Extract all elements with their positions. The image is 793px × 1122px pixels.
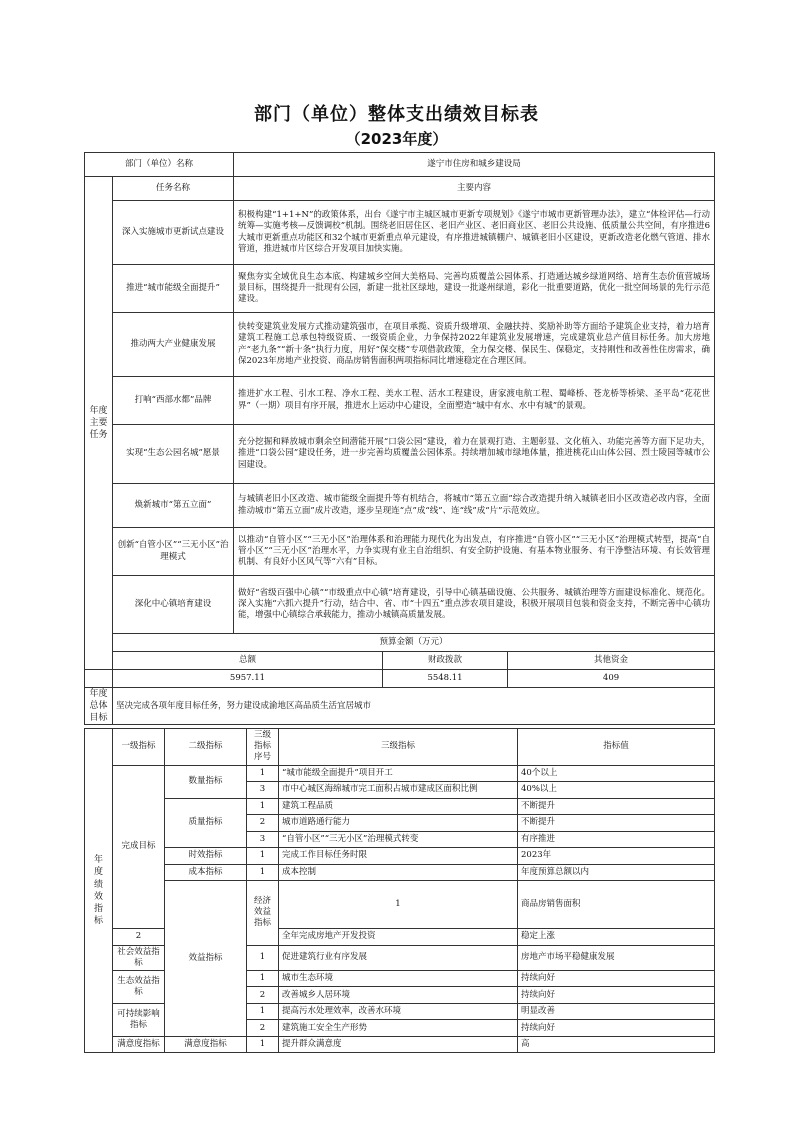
seq-cell: 1 (247, 798, 279, 815)
budget-other-value: 409 (508, 670, 715, 688)
level2-cell: 成本指标 (165, 864, 247, 881)
indicator-name: 促进建筑行业有序发展 (279, 945, 518, 970)
level1-cell: 完成目标 (113, 765, 165, 928)
level2-cell: 经济效益指标 (247, 881, 279, 945)
indicator-value: 年度预算总额以内 (518, 864, 715, 881)
level2-cell: 数量指标 (165, 765, 247, 798)
task-name: 焕新城市“第五立面” (113, 484, 234, 528)
indicator-value: 房地产市场平稳健康发展 (518, 945, 715, 970)
unit-name: 遂宁市住房和城乡建设局 (234, 153, 715, 177)
level2-cell: 满意度指标 (165, 1036, 247, 1053)
indicator-name: 城市生态环境 (279, 970, 518, 987)
value-header: 指标值 (518, 729, 715, 766)
page-year: （2023年度） (345, 130, 448, 148)
budget-fiscal-value: 5548.11 (383, 670, 508, 688)
tasks-table (84, 152, 715, 725)
task-content: 快转变建筑业发展方式推动建筑强市，在项目承揽、资质升级增项、金融扶持、奖励补助等方面给予建筑企业支持，着力培育建筑工程施工总承包特级资质、一级资质企业，力争保持2022年建筑业发展增速，完成建筑业总产值目标任务。加大房地产“老九条”“新十条”执行力度，用好“保交楼”专项借款政策，全力保交楼、保民生、保稳定，支持刚性和改善性住房需求，确保2023年房地产业投资、商品房销售面积两项指标同比增速稳定在合理区间。 (234, 313, 715, 377)
budget-other-header: 其他资金 (508, 652, 715, 670)
task-name-header: 任务名称 (113, 177, 234, 201)
indicator-name: 完成工作目标任务时限 (279, 848, 518, 865)
seq-cell: 1 (247, 1003, 279, 1020)
indicator-value: 2023年 (518, 848, 715, 865)
budget-header: 预算金额（万元） (113, 634, 715, 652)
task-name: 深入实施城市更新试点建设 (113, 201, 234, 265)
indicator-name: “自管小区”“三无小区”治理模式转变 (279, 831, 518, 848)
seq-cell: 1 (247, 1036, 279, 1053)
level2-cell: 社会效益指标 (113, 945, 165, 970)
indicator-value: 不断提升 (518, 815, 715, 832)
indicator-value: 不断提升 (518, 798, 715, 815)
task-name: 推动两大产业健康发展 (113, 313, 234, 377)
indicator-value: 持续向好 (518, 1020, 715, 1037)
seq-cell: 2 (247, 987, 279, 1004)
overall-goal-label: 年度 总体 目标 (85, 688, 113, 725)
task-content: 积极构建“1+1+N”的政策体系，出台《遂宁市主城区城市更新专项规划》《遂宁市城市更新管理办法》，建立“体检评估—行动统筹—实施考核—反馈调校”机制。围绕老旧居住区、老旧产业区、老旧商业区、老旧公共设施、低质量公共空间，有序推进6大城市更新重点功能区和32个城市更新重点单元建设，有序推进城镇棚户、城镇老旧小区建设，更新改造老化燃气管道、排水管道，推进城市片区综合开发项目加快实施。 (234, 201, 715, 265)
level2-header: 二级指标 (165, 729, 247, 766)
indicators-side-label: 年 度 绩 效 指 标 (85, 729, 113, 1053)
indicator-name: 建筑工程品质 (279, 798, 518, 815)
budget-total-header: 总额 (113, 652, 383, 670)
budget-fiscal-header: 财政拨款 (383, 652, 508, 670)
indicator-name: 市中心城区海绵城市完工面积占城市建成区面积比例 (279, 782, 518, 799)
task-content: 与城镇老旧小区改造、城市能级全面提升等有机结合，将城市“第五立面”综合改造提升纳入城镇老旧小区改造必改内容，全面推动城市“第五立面”成片改造，逐步呈现连“点”成“线”、连“线”成“片”示范效应。 (234, 484, 715, 528)
annual-tasks-label: 年度 主要 任务 (85, 177, 113, 670)
task-name: 实现“生态公园名城”愿景 (113, 425, 234, 484)
task-content: 推进扩水工程、引水工程、净水工程、美水工程、活水工程建设，唐家渡电航工程、蜀峰桥、苍龙桥等桥梁、圣平岛“花花世界”（一期）项目有序开展，推进水上运动中心建设，全面塑造“城中有水、水中有城”的景观。 (234, 377, 715, 425)
task-name: 创新“自管小区”“三无小区”治理模式 (113, 528, 234, 576)
level2-cell: 可持续影响指标 (113, 1003, 165, 1036)
indicator-value: 明显改善 (518, 1003, 715, 1020)
indicator-name: 提升群众满意度 (279, 1036, 518, 1053)
seq-cell: 1 (247, 848, 279, 865)
seq-header: 三级指标序号 (247, 729, 279, 766)
indicator-value: 持续向好 (518, 970, 715, 987)
indicator-value: 持续向好 (518, 987, 715, 1004)
overall-goal-text: 坚决完成各项年度目标任务，努力建设成渝地区高品质生活宜居城市 (113, 688, 715, 725)
indicator-value: 有序推进 (518, 831, 715, 848)
page-title: 部门（单位）整体支出绩效目标表 (254, 104, 539, 125)
indicator-value: 40个以上 (518, 765, 715, 782)
seq-cell: 2 (247, 815, 279, 832)
seq-cell: 3 (247, 831, 279, 848)
seq-cell: 2 (247, 1020, 279, 1037)
task-name: 深化中心镇培育建设 (113, 576, 234, 634)
indicator-value: 高 (518, 1036, 715, 1053)
indicator-value: 稳定上涨 (518, 929, 715, 946)
task-name: 打响“西部水都”品牌 (113, 377, 234, 425)
seq-cell: 1 (247, 970, 279, 987)
level2-cell: 时效指标 (165, 848, 247, 865)
seq-cell: 1 (247, 765, 279, 782)
task-content: 做好“省级百强中心镇”“市级重点中心镇”培育建设，引导中心镇基础设施、公共服务、城镇治理等方面建设标准化、规范化。深入实施“六抓六提升”行动，结合中、省、市“十四五”重点涉农项目建设，积极开展项目包装和资金支持，不断完善中心镇功能，增强中心镇综合承载能力，推动小城镇高质量发展。 (234, 576, 715, 634)
seq-cell: 3 (247, 782, 279, 799)
indicator-name: 城市道路通行能力 (279, 815, 518, 832)
seq-cell: 1 (247, 945, 279, 970)
level2-cell: 质量指标 (165, 798, 247, 848)
unit-label: 部门（单位）名称 (85, 153, 234, 177)
level1-cell: 效益指标 (165, 881, 247, 1037)
indicator-name: 商品房销售面积 (518, 881, 715, 929)
indicator-name: 改善城乡人居环境 (279, 987, 518, 1004)
indicator-value: 40%以上 (518, 782, 715, 799)
task-content: 聚焦夯实全域优良生态本底、构建城乡空间大美格局、完善均质覆盖公园体系、打造通达城乡绿道网络、培育生态价值营城场景目标，围绕提升一批现有公园，新建一批社区绿地，建设一批遂州绿道，彩化一批重要道路，优化一批空间场景的先行示范建设。 (234, 265, 715, 313)
indicator-name: 提高污水处理效率，改善水环境 (279, 1003, 518, 1020)
indicators-table (84, 728, 715, 1053)
level1-header: 一级指标 (113, 729, 165, 766)
budget-total-value: 5957.11 (113, 670, 383, 688)
level1-cell: 满意度指标 (113, 1036, 165, 1053)
indicator-name: 建筑施工安全生产形势 (279, 1020, 518, 1037)
indicator-name: 成本控制 (279, 864, 518, 881)
seq-cell: 2 (113, 929, 165, 946)
seq-cell: 1 (279, 881, 518, 929)
indicator-name: 全年完成房地产开发投资 (279, 929, 518, 946)
level3-header: 三级指标 (279, 729, 518, 766)
task-name: 推进“城市能级全面提升” (113, 265, 234, 313)
task-content: 以推动“自管小区”“三无小区”治理体系和治理能力现代化为出发点，有序推进“自管小区”“三无小区”治理模式转型，提高“自管小区”“三无小区”治理水平，力争实现有业主自治组织、有安全防护设施、有基本物业服务、有干净整洁环境、有长效管理机制、有良好小区风气等“六有”目标。 (234, 528, 715, 576)
task-content-header: 主要内容 (234, 177, 715, 201)
task-content: 充分挖掘和释放城市剩余空间潜能开展“口袋公园”建设，着力在景观打造、主题彰显、文化植入、功能完善等方面下足功夫，推进“口袋公园”建设任务，进一步完善均质覆盖公园体系。持续增加城市绿地体量，推进桃花山山体公园、烈士陵园等城市公园建设。 (234, 425, 715, 484)
seq-cell: 1 (247, 864, 279, 881)
level2-cell: 生态效益指标 (113, 970, 165, 1003)
indicator-name: “城市能级全面提升”项目开工 (279, 765, 518, 782)
